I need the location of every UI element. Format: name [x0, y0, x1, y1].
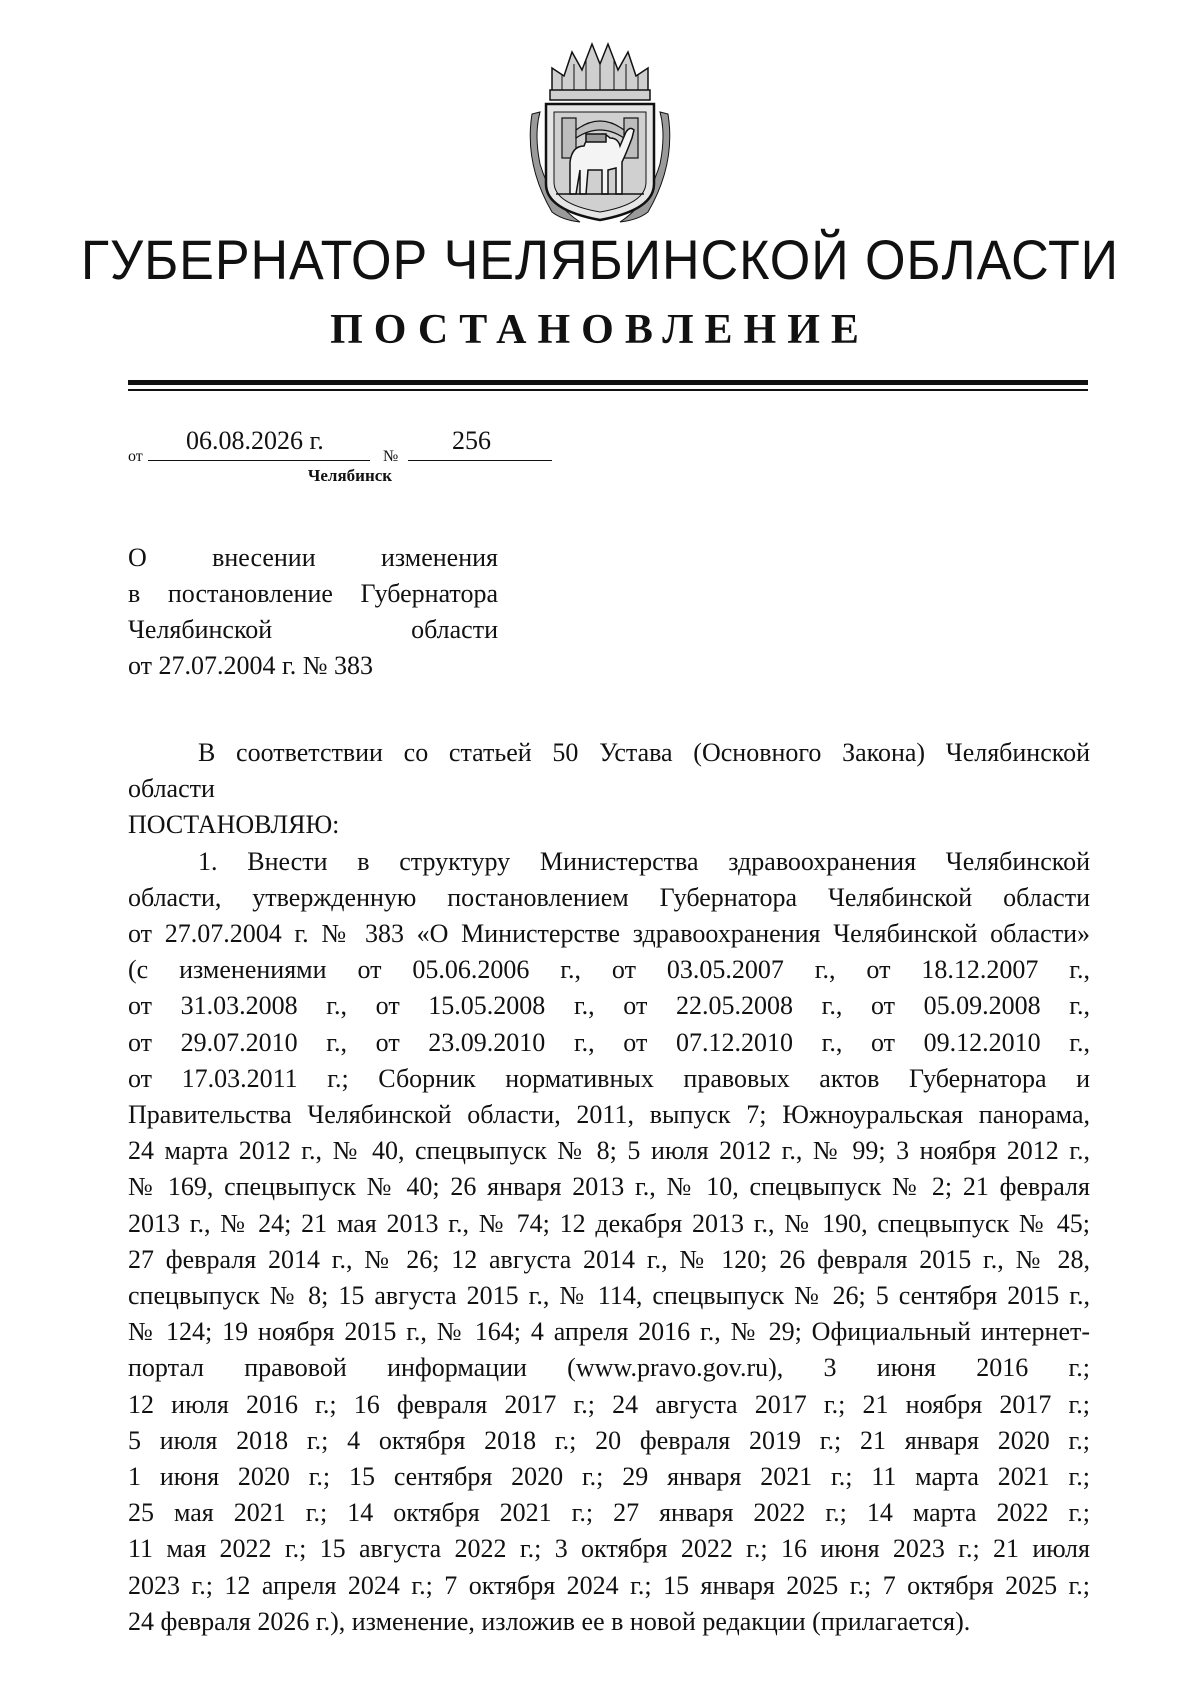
subject-line: в постановление Губернатора	[128, 579, 498, 608]
item-line: Правительства Челябинской области, 2011, выпуск 7; Южноуральская панорама,	[128, 1100, 1090, 1130]
item-line: 1. Внести в структуру Министерства здравоохранения Челябинской	[198, 846, 1090, 876]
subject-line: от 27.07.2004 г. № 383	[128, 651, 374, 680]
item-line: от 31.03.2008 г., от 15.05.2008 г., от 22.05.2008 г., от 05.09.2008 г.,	[128, 991, 1090, 1021]
item-line: (с изменениями от 05.06.2006 г., от 03.05.2007 г., от 18.12.2007 г.,	[128, 955, 1090, 985]
item-line: 12 июля 2016 г.; 16 февраля 2017 г.; 24 августа 2017 г.; 21 ноября 2017 г.;	[128, 1389, 1090, 1419]
item-line: № 124; 19 ноября 2015 г., № 164; 4 апреля 2016 г., № 29; Официальный интернет-	[128, 1317, 1090, 1347]
document-subject	[128, 540, 498, 684]
item-line: 25 мая 2021 г.; 14 октября 2021 г.; 27 января 2022 г.; 14 марта 2022 г.;	[128, 1498, 1090, 1528]
subject-line: О внесении изменения	[128, 543, 498, 572]
item-line: от 27.07.2004 г. № 383 «О Министерстве здравоохранения Челябинской области»	[128, 919, 1090, 949]
item-line: спецвыпуск № 8; 15 августа 2015 г., № 114, спецвыпуск № 26; 5 сентября 2015 г.,	[128, 1281, 1090, 1311]
item-line: 5 июля 2018 г.; 4 октября 2018 г.; 20 февраля 2019 г.; 21 января 2020 г.;	[128, 1425, 1090, 1455]
item-line: 24 февраля 2026 г.), изменение, изложив ее в новой редакции (прилагается).	[128, 1606, 971, 1636]
document-date: 06.08.2026 г.	[186, 426, 324, 455]
number-label: №	[383, 448, 399, 465]
number-underline	[408, 460, 552, 461]
resolve-word: ПОСТАНОВЛЯЮ:	[128, 810, 340, 840]
document-body	[128, 735, 1090, 1640]
document-type: ПОСТАНОВЛЕНИЕ	[330, 307, 870, 353]
item-line: области, утвержденную постановлением Губернатора Челябинской области	[128, 882, 1090, 912]
item-line: 2013 г., № 24; 21 мая 2013 г., № 74; 12 декабря 2013 г., № 190, спецвыпуск № 45;	[128, 1208, 1090, 1238]
item-line: 24 марта 2012 г., № 40, спецвыпуск № 8; 5 июля 2012 г., № 99; 3 ноября 2012 г.,	[128, 1136, 1090, 1166]
item-line: 2023 г.; 12 апреля 2024 г.; 7 октября 2024 г.; 15 января 2025 г.; 7 октября 2025 г.;	[128, 1570, 1090, 1600]
subject-line: Челябинской области	[128, 615, 498, 644]
item-line: 1 июня 2020 г.; 15 сентября 2020 г.; 29 января 2021 г.; 11 марта 2021 г.;	[128, 1462, 1090, 1492]
date-underline	[148, 460, 370, 461]
item-line: 11 мая 2022 г.; 15 августа 2022 г.; 3 октября 2022 г.; 16 июня 2023 г.; 21 июля	[128, 1534, 1090, 1564]
from-label: от	[128, 448, 143, 465]
item-line: от 17.03.2011 г.; Сборник нормативных правовых актов Губернатора и	[128, 1063, 1090, 1093]
authority-title: ГУБЕРНАТОР ЧЕЛЯБИНСКОЙ ОБЛАСТИ	[80, 228, 1120, 291]
document-number: 256	[452, 426, 491, 455]
header-rule-thick	[128, 380, 1088, 385]
city-label: Челябинск	[307, 466, 393, 485]
item-line: от 29.07.2010 г., от 23.09.2010 г., от 07.12.2010 г., от 09.12.2010 г.,	[128, 1027, 1090, 1057]
header-rule-thin	[128, 389, 1088, 391]
coat-of-arms-icon	[522, 34, 678, 230]
preamble-line: области	[128, 774, 215, 804]
item-line: № 169, спецвыпуск № 40; 26 января 2013 г., № 10, спецвыпуск № 2; 21 февраля	[128, 1172, 1090, 1202]
item-line: портал правовой информации (www.pravo.gov.ru), 3 июня 2016 г.;	[128, 1353, 1090, 1383]
preamble-line: В соответствии со статьей 50 Устава (Основного Закона) Челябинской	[198, 738, 1090, 767]
item-line: 27 февраля 2014 г., № 26; 12 августа 2014 г., № 120; 26 февраля 2015 г., № 28,	[128, 1244, 1090, 1274]
